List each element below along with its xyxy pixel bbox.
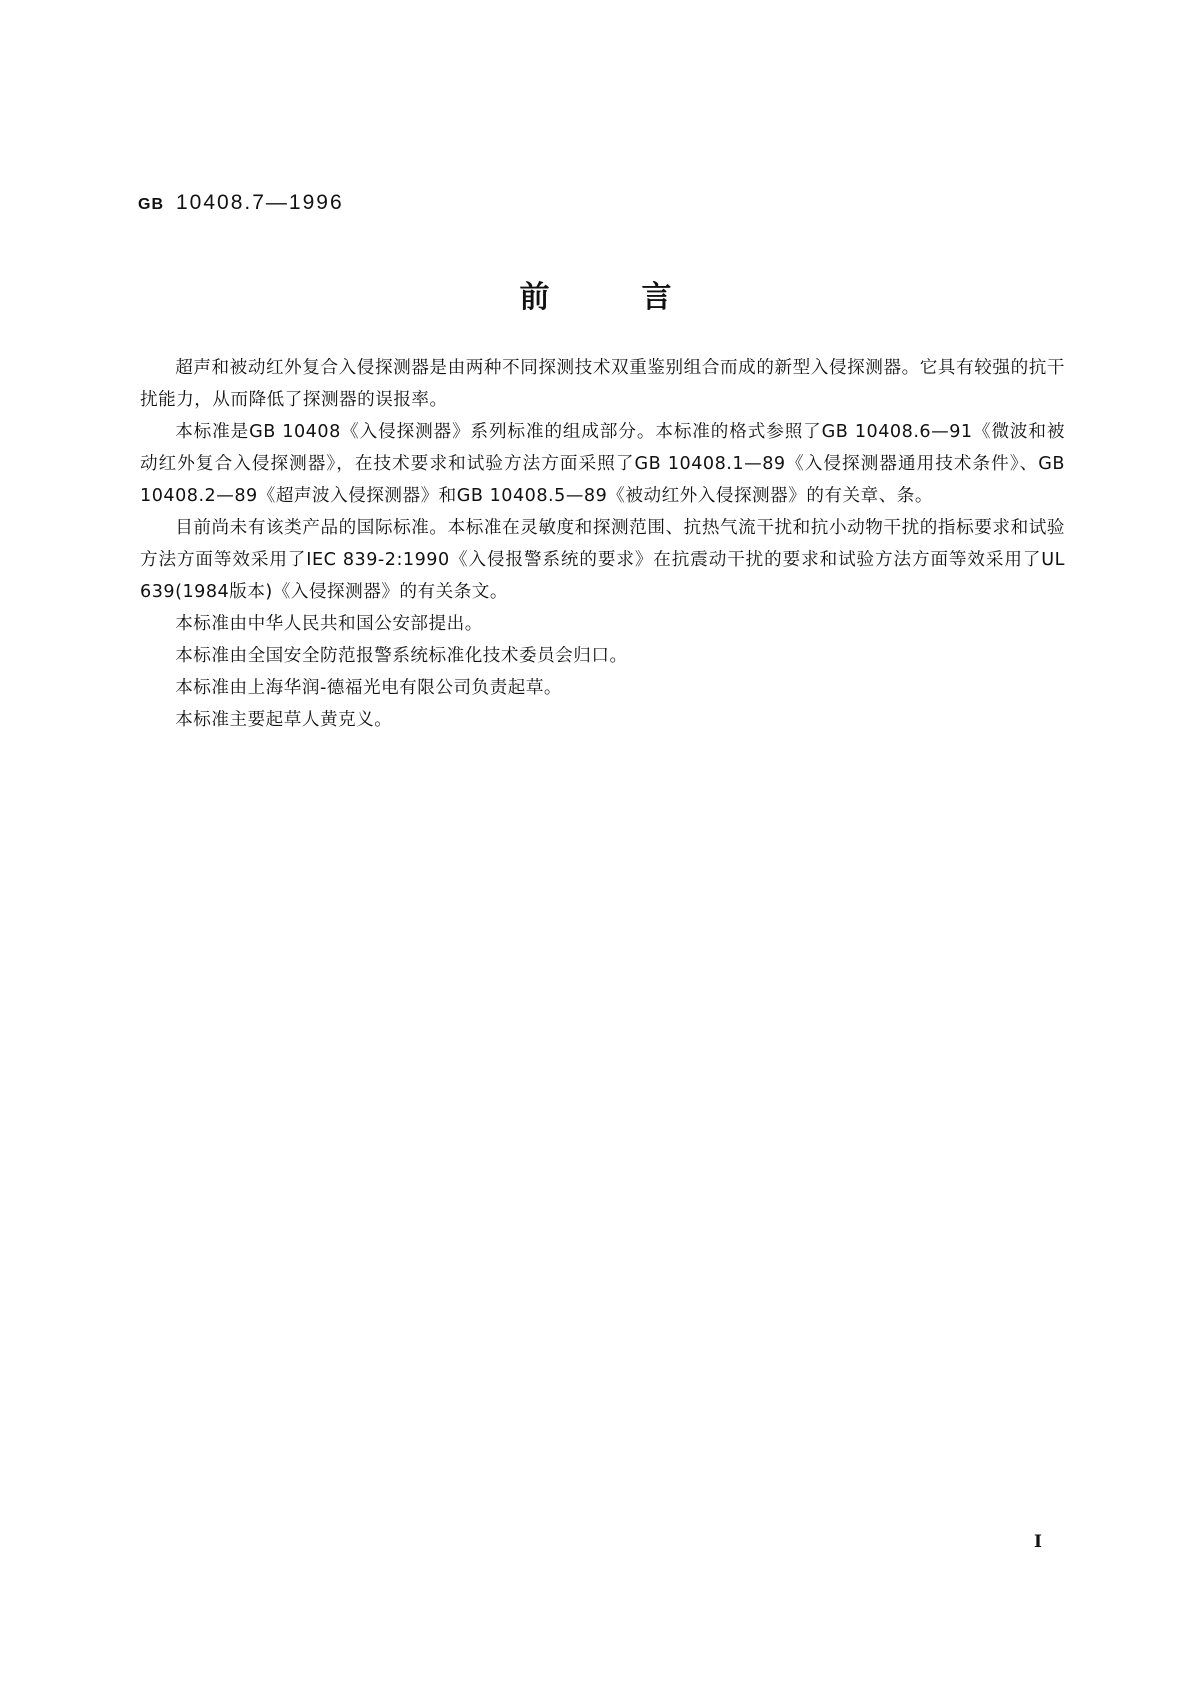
standard-number (138, 189, 344, 218)
standard-number-value: 10408.7—1996 (176, 191, 344, 214)
paragraph-proposed-by: 本标准由中华人民共和国公安部提出。 (175, 614, 483, 634)
page-title (0, 278, 1191, 318)
paragraph-drafted-by: 本标准由上海华润-德福光电有限公司负责起草。 (175, 678, 563, 698)
standard-prefix: GB (138, 196, 164, 213)
paragraph-format-reference: 本标准是GB 10408《入侵探测器》系列标准的组成部分。本标准的格式参照了GB 10408.6—91《微波和被动红外复合入侵探测器》，在技术要求和试验方法方面采照了GB 10408.1—89《入侵探测器通用技术条件》、GB 10408.2—89《超声波入侵探测器》和GB 10408.5—89《被动红外入侵探测器》的有关章、条。 (140, 422, 1065, 506)
paragraph-intro: 超声和被动红外复合入侵探测器是由两种不同探测技术双重鉴别组合而成的新型入侵探测器。它具有较强的抗干扰能力，从而降低了探测器的误报率。 (140, 358, 1065, 410)
foreword-body (140, 352, 1065, 736)
title-char-2: 言 (641, 280, 672, 315)
title-char-1: 前 (519, 280, 550, 315)
paragraph-international-standard: 目前尚未有该类产品的国际标准。本标准在灵敏度和探测范围、抗热气流干扰和抗小动物干扰的指标要求和试验方法方面等效采用了IEC 839-2:1990《入侵报警系统的要求》在抗震动干扰的要求和试验方法方面等效采用了UL 639(1984版本)《入侵探测器》的有关条文。 (140, 518, 1065, 602)
paragraph-centralized-by: 本标准由全国安全防范报警系统标准化技术委员会归口。 (175, 646, 628, 666)
paragraph-main-drafter: 本标准主要起草人黄克义。 (175, 710, 393, 730)
page-number: I (1034, 1532, 1042, 1552)
